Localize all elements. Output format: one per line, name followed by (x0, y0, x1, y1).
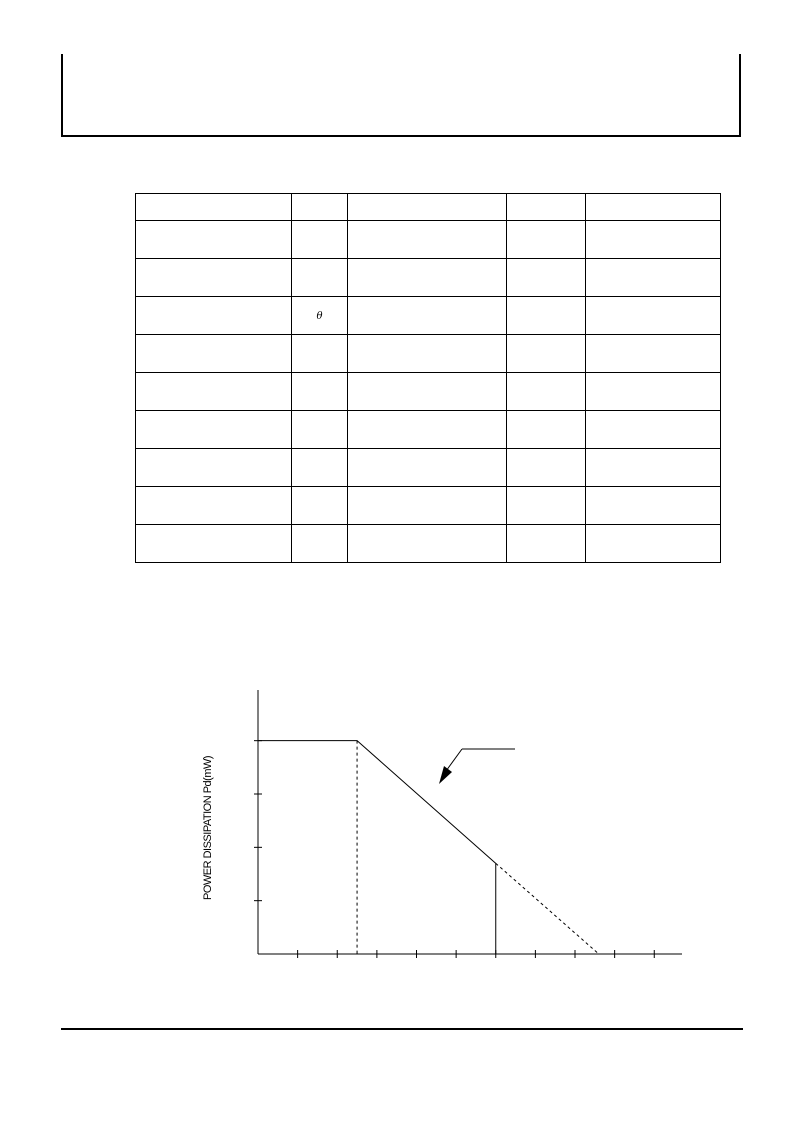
table-cell (348, 221, 507, 259)
table-cell (292, 221, 348, 259)
table-cell (586, 487, 721, 525)
table-cell (348, 194, 507, 221)
table-row (136, 335, 721, 373)
table-cell (507, 297, 586, 335)
table-row (136, 449, 721, 487)
table-cell (507, 373, 586, 411)
table-cell (586, 411, 721, 449)
table-cell (292, 373, 348, 411)
table-row (136, 411, 721, 449)
table-cell (348, 525, 507, 563)
table-cell (292, 525, 348, 563)
table-cell (292, 449, 348, 487)
table-cell (292, 259, 348, 297)
callout-leader-diagonal (446, 749, 462, 771)
table-cell (136, 373, 292, 411)
table-cell (348, 335, 507, 373)
table-cell (586, 373, 721, 411)
table-row (136, 221, 721, 259)
table-cell (136, 449, 292, 487)
table-cell (292, 487, 348, 525)
table-row (136, 259, 721, 297)
table-cell (507, 194, 586, 221)
table-cell (136, 487, 292, 525)
header-frame (61, 54, 741, 137)
table-cell (586, 335, 721, 373)
table-cell (507, 525, 586, 563)
table-cell (586, 297, 721, 335)
footer-rule (61, 1028, 743, 1030)
table-cell (136, 259, 292, 297)
table-cell (586, 194, 721, 221)
table-cell (507, 221, 586, 259)
table-header-row (136, 194, 721, 221)
ratings-table (135, 193, 721, 563)
table-cell (348, 487, 507, 525)
table-row (136, 525, 721, 563)
table-cell (136, 221, 292, 259)
table-cell (507, 411, 586, 449)
table-cell (292, 411, 348, 449)
table-cell (136, 525, 292, 563)
table-cell (136, 194, 292, 221)
table-row (136, 373, 721, 411)
table-cell (292, 335, 348, 373)
table-row (136, 487, 721, 525)
table-cell (292, 194, 348, 221)
table-cell (136, 335, 292, 373)
table-cell (348, 449, 507, 487)
callout-arrowhead (439, 766, 452, 784)
table-cell (507, 259, 586, 297)
table-cell (586, 525, 721, 563)
table-cell (292, 297, 348, 335)
table-row (136, 297, 721, 335)
table-cell (348, 297, 507, 335)
table-cell (348, 373, 507, 411)
table-cell (136, 297, 292, 335)
table-cell (507, 449, 586, 487)
table-cell (586, 449, 721, 487)
table-cell (348, 259, 507, 297)
table-cell (586, 221, 721, 259)
table-cell (348, 411, 507, 449)
power-derating-chart (195, 680, 695, 980)
theta-symbol: θ (316, 310, 323, 322)
table-cell (586, 259, 721, 297)
table-cell (136, 411, 292, 449)
y-axis-label: POWER DISSIPATION Pd(mW) (202, 755, 214, 901)
derating-line (258, 741, 496, 864)
table-cell (507, 487, 586, 525)
table-cell (507, 335, 586, 373)
derating-extrapolation-dashed (496, 863, 599, 954)
